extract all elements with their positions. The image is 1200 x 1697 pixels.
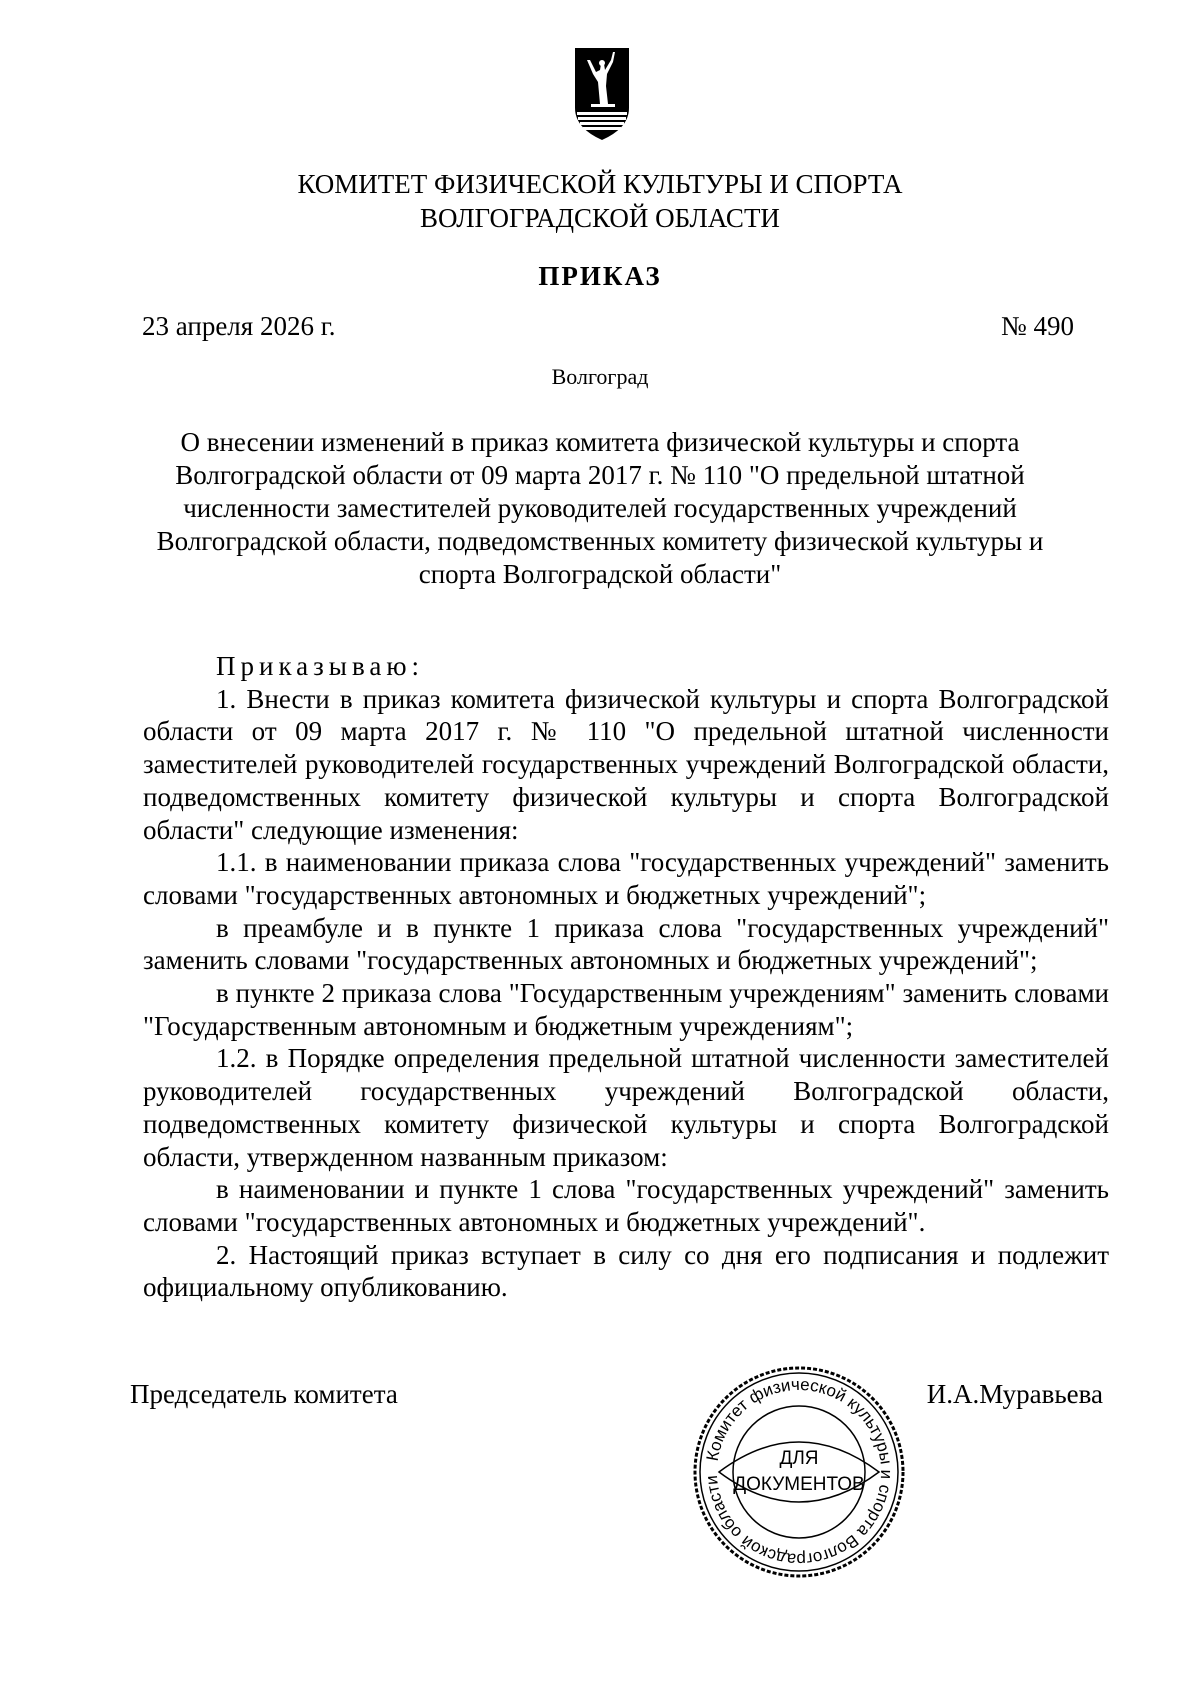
svg-text:Комитет физической культуры и	[702, 1375, 896, 1569]
signatory-position: Председатель комитета	[130, 1379, 398, 1409]
coat-of-arms-icon	[573, 46, 631, 142]
document-date: 23 апреля 2026 г.	[142, 311, 336, 341]
paragraph-2: 2. Настоящий приказ вступает в силу со дня его подписания и подлежит официальному опубликованию.	[143, 1239, 1109, 1303]
paragraph-1-1: 1.1. в наименовании приказа слова "государственных учреждений" заменить словами "государственных автономных и бюджетных учреждений";	[143, 847, 1109, 910]
document-number: № 490	[1000, 311, 1074, 341]
organization-name-line2: ВОЛГОГРАДСКОЙ ОБЛАСТИ	[420, 203, 780, 233]
paragraph-point-2: в пункте 2 приказа слова "Государственным учреждениям" заменить словами "Государственным автономным и бюджетным учреждениям";	[143, 978, 1109, 1041]
document-type-title: ПРИКАЗ	[538, 261, 662, 291]
paragraph-1-2: 1.2. в Порядке определения предельной штатной численности заместителей руководителей государственных учреждений Волгоградской области, подведомственных комитету физической культуры и спорта Волгоградской области, утвержденном названным приказом:	[143, 1043, 1109, 1172]
organization-name-line1: КОМИТЕТ ФИЗИЧЕСКОЙ КУЛЬТУРЫ И СПОРТА	[297, 169, 903, 199]
stamp-center-line1: ДЛЯ	[779, 1448, 819, 1469]
signatory-name: И.А.Муравьева	[926, 1379, 1103, 1409]
document-subject: О внесении изменений в приказ комитета физической культуры и спорта Волгоградской области от 09 марта 2017 г. № 110 "О предельной штатной численности заместителей руководителей государственных учреждений Волгоградской области, подведомственных комитету физической культуры и спорта Волгоградской области"	[156, 427, 1044, 589]
stamp-center-line2: ДОКУМЕНТОВ	[733, 1474, 865, 1495]
document-body	[143, 650, 1109, 1304]
order-word: Приказываю:	[216, 651, 424, 681]
paragraph-1: 1. Внести в приказ комитета физической культуры и спорта Волгоградской области от 09 марта 2017 г. № 110 "О предельной штатной численности заместителей руководителей государственных учреждений Волгоградской области, подведомственных комитету физической культуры и спорта Волгоградской области" следующие изменения:	[143, 683, 1109, 845]
stamp-ring-text: Комитет физической культуры и спорта Волгоградской области	[701, 1374, 897, 1570]
document-city: Волгоград	[551, 364, 649, 389]
paragraph-preamble: в преамбуле и в пункте 1 приказа слова "государственных учреждений" заменить словами "государственных автономных и бюджетных учреждений";	[143, 912, 1109, 976]
official-stamp	[691, 1364, 907, 1580]
paragraph-naming: в наименовании и пункте 1 слова "государственных учреждений" заменить словами "государственных автономных и бюджетных учреждений".	[143, 1174, 1109, 1237]
